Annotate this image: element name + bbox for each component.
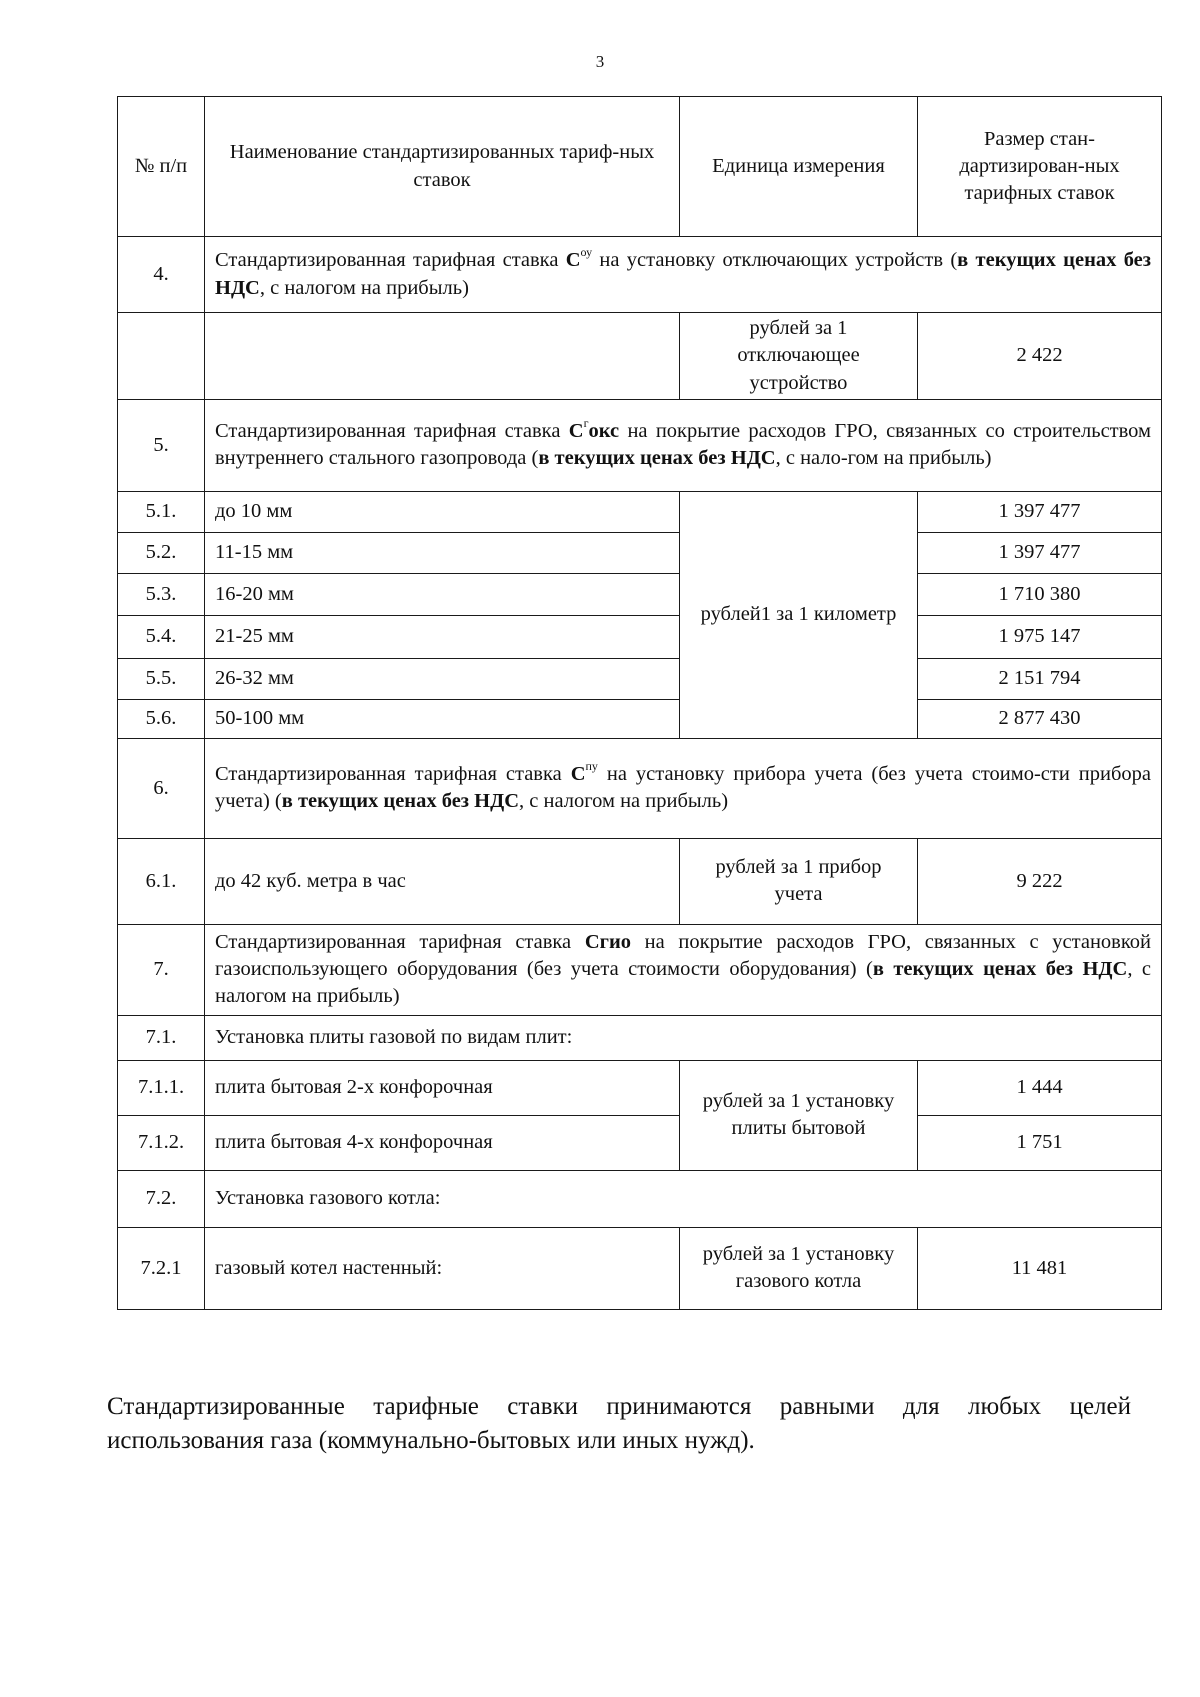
section-7-title: Стандартизированная тарифная ставка Сгио на покрытие расходов ГРО, связанных с установкой газоиспользующего оборудования (без учета стоимости оборудования) (в текущих ценах без НДС, с налогом на прибыль) <box>205 924 1162 1015</box>
section-4-row <box>118 237 1162 313</box>
value-cell: 1 397 477 <box>918 491 1162 532</box>
section-6-title: Стандартизированная тарифная ставка $С^{пу}$ на установку прибора учета (без учета стоимо-сти прибора учета) (в текущих ценах без НДС, с налогом на прибыль) <box>205 738 1162 838</box>
row-name: 21-25 мм <box>205 615 680 658</box>
row-name: 26-32 мм <box>205 658 680 699</box>
table-row <box>118 491 1162 532</box>
value-cell: 2 877 430 <box>918 699 1162 738</box>
value-cell: 1 444 <box>918 1060 1162 1115</box>
table-row <box>118 658 1162 699</box>
value-cell: 1 975 147 <box>918 615 1162 658</box>
row-number: 4. <box>118 237 205 313</box>
row-number: 5. <box>118 399 205 491</box>
value-cell: 9 222 <box>918 838 1162 924</box>
col-header-unit: Единица измерения <box>680 97 918 237</box>
table-row <box>118 838 1162 924</box>
row-number: 5.4. <box>118 615 205 658</box>
row-name: 50-100 мм <box>205 699 680 738</box>
row-number: 5.6. <box>118 699 205 738</box>
section-7-row <box>118 924 1162 1015</box>
table-row <box>118 1227 1162 1309</box>
row-number: 5.2. <box>118 532 205 573</box>
value-cell: 1 751 <box>918 1115 1162 1170</box>
unit-cell: рублей за 1 установку плиты бытовой <box>680 1060 918 1170</box>
row-number: 6. <box>118 738 205 838</box>
row-name: 11-15 мм <box>205 532 680 573</box>
table-row <box>118 1060 1162 1115</box>
row-number: 5.3. <box>118 573 205 615</box>
section-5-row <box>118 399 1162 491</box>
row-number: 7.1. <box>118 1015 205 1060</box>
tariff-table <box>117 96 1162 1310</box>
row-name: Установка плиты газовой по видам плит: <box>205 1015 1162 1060</box>
col-header-size: Размер стан-дартизирован-ных тарифных ставок <box>918 97 1162 237</box>
table-header-row <box>118 97 1162 237</box>
row-number: 7. <box>118 924 205 1015</box>
row-name: 16-20 мм <box>205 573 680 615</box>
row-name: газовый котел настенный: <box>205 1227 680 1309</box>
table-row <box>118 1170 1162 1227</box>
section-4-title: Стандартизированная тарифная ставка $С^{оу}$ на установку отключающих устройств (в текущих ценах без НДС, с налогом на прибыль) <box>205 237 1162 313</box>
row-name: до 42 куб. метра в час <box>205 838 680 924</box>
table-row <box>118 532 1162 573</box>
section-5-title: Стандартизированная тарифная ставка $С^гокс$ на покрытие расходов ГРО, связанных со строительством внутреннего стального газопровода (в текущих ценах без НДС, с нало-гом на прибыль) <box>205 399 1162 491</box>
table-row <box>118 699 1162 738</box>
table-row <box>118 573 1162 615</box>
row-name: плита бытовая 2-х конфорочная <box>205 1060 680 1115</box>
page-number: 3 <box>595 52 605 71</box>
value-cell: 2 151 794 <box>918 658 1162 699</box>
table-row <box>118 1015 1162 1060</box>
row-name: плита бытовая 4-х конфорочная <box>205 1115 680 1170</box>
row-number: 7.2. <box>118 1170 205 1227</box>
row-number: 6.1. <box>118 838 205 924</box>
col-header-name: Наименование стандартизированных тариф-ных ставок <box>205 97 680 237</box>
unit-cell: рублей за 1 установку газового котла <box>680 1227 918 1309</box>
unit-cell: рублей за 1 отключающее устройство <box>680 313 918 400</box>
value-cell: 1 397 477 <box>918 532 1162 573</box>
row-number: 7.2.1 <box>118 1227 205 1309</box>
value-cell: 2 422 <box>918 313 1162 400</box>
row-number: 5.5. <box>118 658 205 699</box>
table-row <box>118 1115 1162 1170</box>
unit-cell: рублей1 за 1 километр <box>680 491 918 738</box>
table-row <box>118 313 1162 400</box>
row-name: до 10 мм <box>205 491 680 532</box>
table-row <box>118 615 1162 658</box>
row-number: 7.1.1. <box>118 1060 205 1115</box>
value-cell: 1 710 380 <box>918 573 1162 615</box>
row-number: 5.1. <box>118 491 205 532</box>
section-6-row <box>118 738 1162 838</box>
footnote-paragraph: Стандартизированные тарифные ставки принимаются равными для любых целей использования газа (коммунально-бытовых или иных нужд). <box>107 1393 1131 1454</box>
row-number: 7.1.2. <box>118 1115 205 1170</box>
row-name: Установка газового котла: <box>205 1170 1162 1227</box>
col-header-num: № п/п <box>118 97 205 237</box>
value-cell: 11 481 <box>918 1227 1162 1309</box>
unit-cell: рублей за 1 прибор учета <box>680 838 918 924</box>
